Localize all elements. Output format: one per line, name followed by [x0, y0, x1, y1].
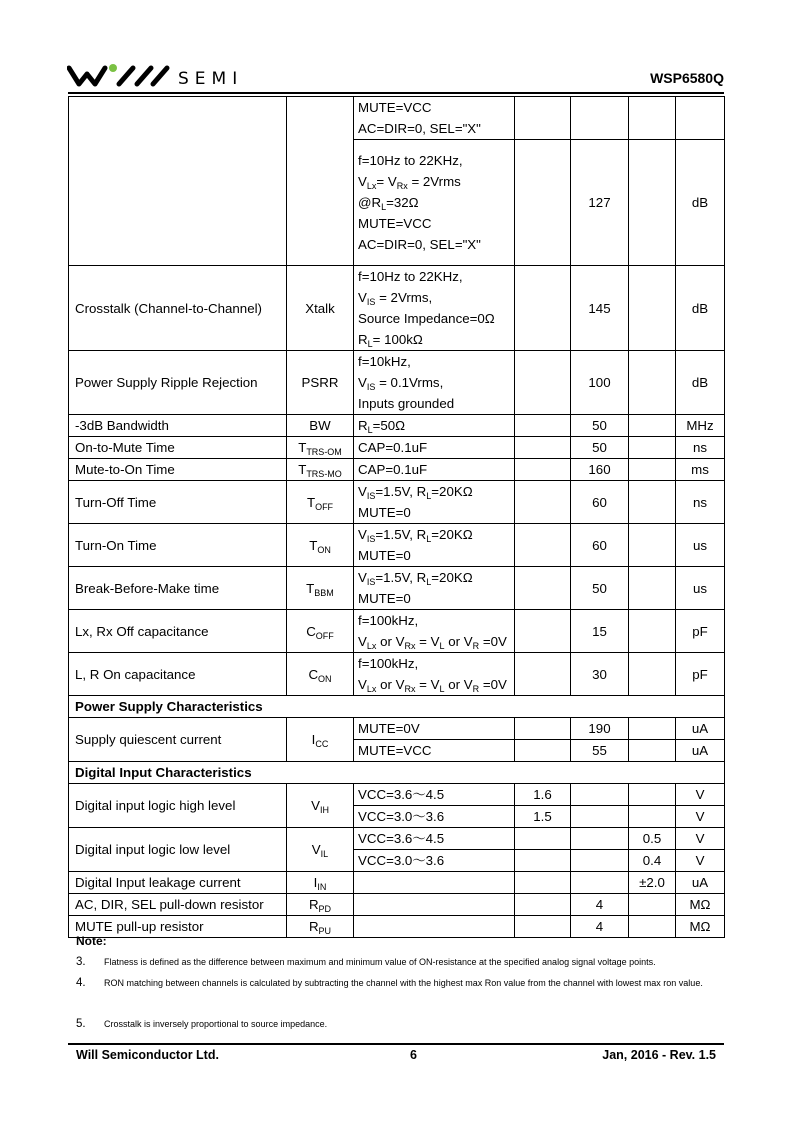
cond-cell: MUTE=VCC AC=DIR=0, SEL="X" — [354, 97, 515, 140]
footer-date: Jan, 2016 - Rev. 1.5 — [602, 1048, 716, 1062]
table-row: Mute-to-On Time $T_{TRS-MO}$ CAP=0.1uF 160 ms — [69, 459, 725, 481]
table-row: Break-Before-Make time $T_{BBM}$ $V_{IS}=1.5V$, $R_L=20K\Omega$ MUTE=0 50 us — [69, 567, 725, 610]
table-row: Turn-On Time $T_{ON}$ $V_{IS}=1.5V$, $R_L=20K\Omega$ MUTE=0 60 us — [69, 524, 725, 567]
footer-company: Will Semiconductor Ltd. — [76, 1048, 219, 1062]
electrical-characteristics-table — [68, 96, 725, 938]
section-header-digital: Digital Input Characteristics — [69, 762, 725, 784]
table-row: AC, DIR, SEL pull-down resistor $R_{PD}$ 4 MΩ — [69, 894, 725, 916]
table-row: VCC=3.0～3.6 0.4 V — [69, 850, 725, 872]
table-row: MUTE pull-up resistor $R_{PU}$ 4 MΩ — [69, 916, 725, 938]
footer-rule — [68, 1043, 724, 1045]
table-row — [69, 97, 725, 140]
note-item: 4. RON matching between channels is calculated by subtracting the channel with the highest max Ron value from the channel with lowest max ron value. — [76, 977, 703, 989]
part-number: WSP6580Q — [650, 70, 724, 86]
table-row: Digital input logic high level $V_{IH}$ VCC=3.6～4.5 1.6 V — [69, 784, 725, 806]
table-row: f=10Hz to 22KHz, $V_{Lx}= V_{Rx}$ = 2Vrms $@R_L=32\Omega$ MUTE=VCC AC=DIR=0, SEL="X" 127 dB — [69, 140, 725, 266]
table-row: Power Supply Ripple Rejection PSRR f=10kHz, $V_{IS}$ = 0.1Vrms, Inputs grounded 100 dB — [69, 351, 725, 415]
table-row: Crosstalk (Channel-to-Channel) Xtalk f=10Hz to 22KHz, $V_{IS}$ = 2Vrms, Source Impedance=0Ω $R_L= 100k\Omega$ 145 dB — [69, 266, 725, 351]
section-header-power: Power Supply Characteristics — [69, 696, 725, 718]
table-row: On-to-Mute Time $T_{TRS-OM}$ CAP=0.1uF 50 ns — [69, 437, 725, 459]
note-item: 5. Crosstalk is inversely proportional to source impedance. — [76, 1018, 328, 1030]
page-number: 6 — [410, 1048, 417, 1062]
table-row: -3dB Bandwidth BW $R_L=50\Omega$ 50 MHz — [69, 415, 725, 437]
table-row: Lx, Rx Off capacitance $C_{OFF}$ f=100kHz, $V_{Lx}$ or $V_{Rx} = V_L$ or $V_R =0V$ 15 pF — [69, 610, 725, 653]
cond-cell: f=10Hz to 22KHz, $V_{Lx}= V_{Rx}$ = 2Vrms $@R_L=32\Omega$ MUTE=VCC AC=DIR=0, SEL="X" — [354, 140, 515, 266]
logo-text: SEMI — [178, 69, 244, 89]
notes-title: Note: — [76, 934, 107, 948]
param-cell — [69, 97, 287, 266]
table-row: Turn-Off Time $T_{OFF}$ $V_{IS}=1.5V$, $R_L=20K\Omega$ MUTE=0 60 ns — [69, 481, 725, 524]
note-item: 3. Flatness is defined as the difference between maximum and minimum value of ON-resistance at the specified analog signal voltage points. — [76, 956, 656, 968]
table-row: Supply quiescent current $I_{CC}$ MUTE=0V 190 uA — [69, 718, 725, 740]
table-row: L, R On capacitance $C_{ON}$ f=100kHz, $V_{Lx}$ or $V_{Rx} = V_L$ or $V_R =0V$ 30 pF — [69, 653, 725, 696]
table-row: Digital input logic low level $V_{IL}$ VCC=3.6～4.5 0.5 V — [69, 828, 725, 850]
table-row: VCC=3.0～3.6 1.5 V — [69, 806, 725, 828]
table-row: Digital Input leakage current $I_{IN}$ ±2.0 uA — [69, 872, 725, 894]
symbol-cell — [287, 97, 354, 266]
header-rule — [68, 92, 724, 94]
table-row: MUTE=VCC 55 uA — [69, 740, 725, 762]
